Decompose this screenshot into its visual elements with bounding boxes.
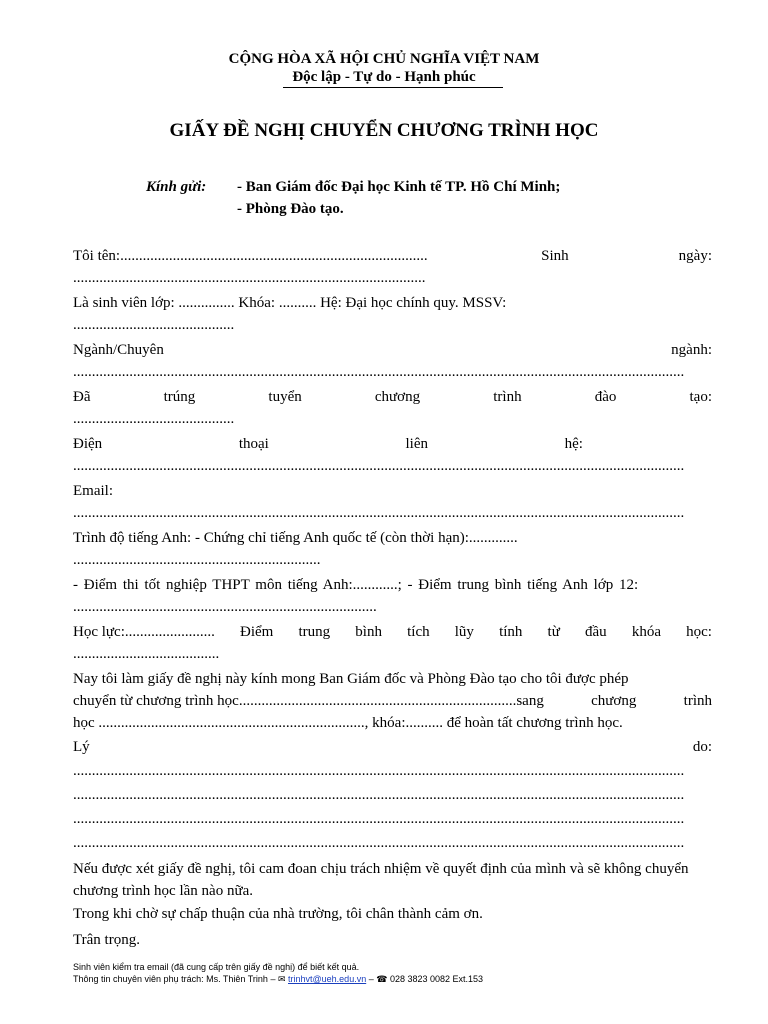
request-line-2 — [73, 693, 712, 710]
dob-label-word1: Sinh — [541, 248, 569, 264]
dob-label-word2: ngày: — [678, 248, 712, 264]
footer-separator: – — [366, 974, 377, 984]
motto-heading: Độc lập - Tự do - Hạnh phúc — [292, 69, 476, 85]
reason-label-word1: Lý — [73, 739, 90, 755]
gpa-word: bình — [355, 624, 382, 640]
request-line-3: học ......................................................................., khóa:.......... để hoàn tất chương trình học. — [73, 715, 623, 731]
request-line-2-part: chương — [591, 693, 637, 709]
english-score-line: - Điểm thi tốt nghiệp THPT môn tiếng Anh:............; - Điểm trung bình tiếng Anh lớp 12: — [73, 577, 639, 593]
request-line-2-part: chuyển từ chương trình học..........................................................................sang — [73, 693, 544, 709]
reason-field-line[interactable]: ................................................................................................................................................................... — [73, 787, 685, 803]
major-field[interactable]: ................................................................................................................................................................... — [73, 364, 685, 380]
country-heading: CỘNG HÒA XÃ HỘI CHỦ NGHĨA VIỆT NAM — [228, 51, 540, 67]
gpa-field[interactable]: ....................................... — [73, 646, 220, 662]
program-field[interactable]: ........................................... — [73, 411, 235, 427]
major-label-word1: Ngành/Chuyên — [73, 342, 164, 358]
gpa-row — [73, 624, 712, 641]
class-line: Là sinh viên lớp: ............... Khóa: .......... Hệ: Đại học chính quy. MSSV: — [73, 295, 507, 311]
request-line-2-part: trình — [683, 693, 712, 709]
major-label-word2: ngành: — [671, 342, 712, 358]
recipients-label: Kính gửi: — [146, 179, 207, 195]
english-score-row — [73, 577, 712, 594]
program-word: trình — [493, 389, 522, 405]
gpa-word: đầu — [585, 624, 607, 640]
phone-field[interactable]: ................................................................................................................................................................... — [73, 458, 685, 474]
program-word: trúng — [163, 389, 196, 405]
reason-label-word2: do: — [692, 739, 712, 755]
envelope-icon: ✉ — [277, 974, 286, 984]
footer-contact-prefix: Thông tin chuyên viên phụ trách: Ms. Thiên Trinh – — [73, 974, 278, 984]
gpa-word: tích — [407, 624, 430, 640]
reason-field-line[interactable]: ................................................................................................................................................................... — [73, 811, 685, 827]
phone-word: thoại — [238, 436, 269, 452]
gpa-word: học: — [686, 624, 712, 640]
document-title: GIẤY ĐỀ NGHỊ CHUYỂN CHƯƠNG TRÌNH HỌC — [169, 120, 599, 141]
program-word: chương — [374, 389, 421, 405]
name-dob-row — [73, 248, 712, 265]
program-word: tuyển — [268, 389, 302, 405]
gpa-word: từ — [547, 624, 560, 640]
regards-line: Trân trọng. — [73, 932, 140, 948]
english-cert-line: Trình độ tiếng Anh: - Chứng chỉ tiếng Anh quốc tế (còn thời hạn):............. — [73, 530, 518, 546]
name-field[interactable]: Tôi tên:.................................................................................. — [73, 248, 428, 264]
gpa-word: tính — [499, 624, 523, 640]
email-label: Email: — [73, 483, 113, 499]
program-row — [73, 389, 712, 406]
gpa-word: trung — [298, 624, 331, 640]
telephone-icon: ☎ — [376, 974, 388, 984]
phone-row — [73, 436, 583, 453]
english-cert-field[interactable]: .................................................................. — [73, 552, 321, 568]
english-score-field[interactable]: ................................................................................. — [73, 599, 377, 615]
footer-note: Sinh viên kiểm tra email (đã cung cấp trên giấy đề nghị) để biết kết quả. — [73, 962, 360, 972]
thanks-line: Trong khi chờ sự chấp thuận của nhà trường, tôi chân thành cảm ơn. — [73, 906, 483, 922]
recipient-line-1: - Ban Giám đốc Đại học Kinh tế TP. Hồ Chí Minh; — [237, 179, 561, 195]
student-id-field[interactable]: ........................................... — [73, 317, 235, 333]
program-word: Đã — [73, 389, 91, 405]
gpa-word: lũy — [454, 624, 474, 640]
footer-contact — [73, 974, 483, 985]
gpa-word: khóa — [631, 624, 661, 640]
reason-field-line[interactable]: ................................................................................................................................................................... — [73, 835, 685, 851]
motto-underline — [283, 87, 503, 88]
gpa-word: Học lực:........................ — [73, 624, 215, 640]
major-row — [73, 342, 712, 359]
gpa-word: Điểm — [240, 624, 274, 640]
recipient-line-2: - Phòng Đào tạo. — [237, 201, 344, 217]
contact-email-link[interactable]: trinhvt@ueh.edu.vn — [288, 974, 367, 984]
reason-row — [73, 739, 712, 756]
program-word: đào — [594, 389, 617, 405]
email-field[interactable]: ................................................................................................................................................................... — [73, 505, 685, 521]
phone-word: liên — [405, 436, 428, 452]
reason-field-line[interactable]: ................................................................................................................................................................... — [73, 763, 685, 779]
request-line-1: Nay tôi làm giấy đề nghị này kính mong Ban Giám đốc và Phòng Đào tạo cho tôi được phép — [73, 671, 629, 687]
commitment-paragraph: Nếu được xét giấy đề nghị, tôi cam đoan chịu trách nhiệm về quyết định của mình và sẽ không chuyển chương trình học lần nào nữa. — [73, 861, 689, 899]
dob-field[interactable]: .............................................................................................. — [73, 270, 426, 286]
phone-word: Điện — [73, 436, 103, 452]
program-word: tạo: — [689, 389, 712, 405]
phone-word: hệ: — [564, 436, 583, 452]
contact-phone: 028 3823 0082 Ext.153 — [387, 974, 484, 984]
